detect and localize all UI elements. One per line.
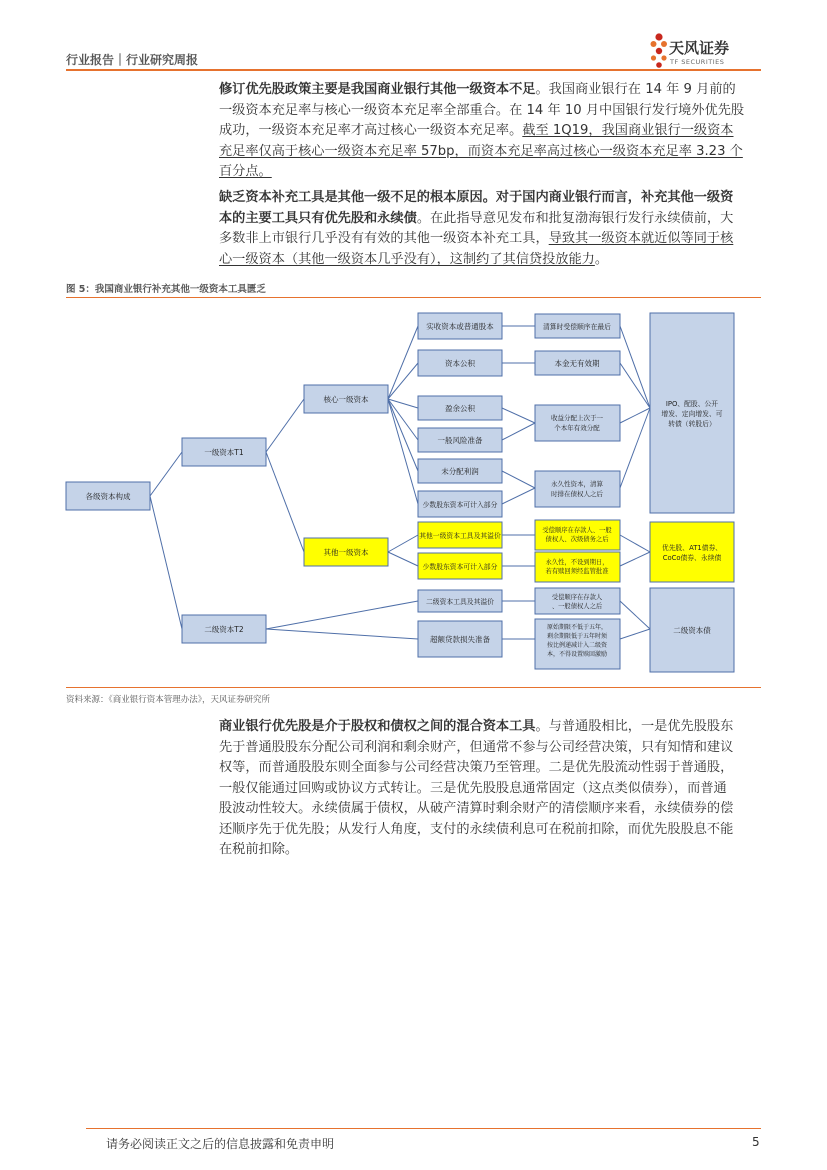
note-repayment-after-depositors-label: 受偿顺序在存款人、一般债权人、次级债务之后 xyxy=(542,527,612,543)
core-tier1-label: 核心一级资本 xyxy=(323,395,369,404)
footer-disclaimer: 请务必阅读正文之后的信息披露和免责申明 xyxy=(106,1137,335,1151)
para1-line xyxy=(219,101,759,122)
para2-line xyxy=(219,250,759,271)
para3-text-run: 先于普通股股东分配公司利润和剩余财产，但通常不参与公司经营决策，只有知情和建议 xyxy=(219,739,734,755)
para2-text-run: 缺乏资本补充工具是其他一级不足的根本原因。对于国内商业银行而言，补充其他一级资 xyxy=(219,190,734,205)
note-permanent-capital xyxy=(535,471,620,507)
para2-line xyxy=(219,229,759,250)
para3-line xyxy=(219,820,759,841)
figure-bottom-rule xyxy=(66,687,761,688)
other-tier1-label: 其他一级资本 xyxy=(323,548,369,557)
note-after-general-creditors-label: 受偿顺序在存款人、一般债权人之后 xyxy=(551,594,603,610)
note-no-maturity-label: 本金无有效期 xyxy=(554,359,600,368)
tools-core-tier1-label: IPO、配股、公开增发、定向增发、可转债（转股后） xyxy=(661,400,723,428)
para1-line xyxy=(219,80,759,101)
para3-text-run: 一般仅能通过回购或协议方式转让。三是优先股股息通常固定（这点类似债券），而普通 xyxy=(219,780,727,796)
page-number: 5 xyxy=(752,1135,760,1149)
para2-text-run: 导致其一级资本就近似等同于核 xyxy=(548,231,734,246)
tools-tier2-label: 二级资本债 xyxy=(673,626,711,635)
tools-other-tier1 xyxy=(650,522,734,582)
para2-text-run: 。在此指导意见发布和批复渤海银行发行永续债前，大 xyxy=(416,210,734,226)
logo-icon xyxy=(650,32,668,72)
note-liquidation-last-label: 清算时受偿顺序在最后 xyxy=(543,323,611,331)
para2-line xyxy=(219,188,759,209)
note-no-maturity-date xyxy=(535,552,620,582)
item-paid-in-capital-label: 实收资本或普通股本 xyxy=(426,322,494,331)
para1-text-run: 一级资本充足率与核心一级资本充足率全部重合。在 14 年 10 月中国银行发行境外优先股 xyxy=(219,102,745,118)
header-title: 行业报告｜行业研究周报 xyxy=(66,53,199,67)
para3-text-run: 在税前扣除。 xyxy=(219,842,299,857)
para3-line xyxy=(219,758,759,779)
para1-text-run: 百分点。 xyxy=(219,164,272,179)
item-minority-capital-core-label: 少数股东资本可计入部分 xyxy=(422,501,498,509)
item-other-tier1-instruments-label: 其他一级资本工具及其溢价 xyxy=(419,532,501,540)
para3-text-run: 权等，而普通股股东则全面参与公司经营决策乃至管理。二是优先股流动性弱于普通股， xyxy=(219,760,734,775)
para1-line xyxy=(219,121,759,142)
para2-line xyxy=(219,209,759,230)
para1-text-run: 充足率仅高于核心一级资本充足率 57bp，而资本充足率高过核心一级资本充足率 3.23 个 xyxy=(219,143,743,159)
note-repayment-after-depositors xyxy=(535,520,620,550)
item-capital-reserve-label: 资本公积 xyxy=(445,359,475,368)
capital-structure-diagram xyxy=(60,308,760,684)
logo-text-en: TF SECURITIES xyxy=(670,58,725,66)
para3-text-run: 。与普通股相比，一是优先股股东 xyxy=(535,719,734,734)
para3-line xyxy=(219,717,759,738)
para1-line xyxy=(219,142,759,163)
paragraph-1 xyxy=(219,80,759,183)
item-tier2-instruments-label: 二级资本工具及其溢价 xyxy=(426,598,494,606)
root-label: 各级资本构成 xyxy=(85,492,131,501)
para1-text-run: 修订优先股政策主要是我国商业银行其他一级资本不足 xyxy=(219,82,536,97)
paragraph-3 xyxy=(219,717,759,861)
note-after-general-creditors xyxy=(535,588,620,614)
para3-text-run: 股波动性较大。永续债属于债权，从破产清算时剩余财产的清偿顺序来看，永续债券的偿 xyxy=(219,801,734,816)
figure-top-rule xyxy=(66,297,761,298)
header-rule xyxy=(66,69,761,71)
figure-caption: 图 5：我国商业银行补充其他一级资本工具匮乏 xyxy=(66,284,266,295)
para1-line xyxy=(219,162,759,183)
para3-line xyxy=(219,779,759,800)
item-general-risk-reserve-label: 一般风险准备 xyxy=(437,436,483,445)
tier1-label: 一级资本T1 xyxy=(204,448,244,457)
para1-text-run: 。我国商业银行在 14 年 9 月前的 xyxy=(535,82,736,97)
item-minority-capital-other-label: 少数股东资本可计入部分 xyxy=(422,563,498,571)
para3-line xyxy=(219,840,759,861)
para2-text-run: 心一级资本（其他一级资本几乎没有），这制约了其信贷投放能力 xyxy=(219,251,595,267)
item-retained-earnings-label: 未分配利润 xyxy=(441,467,479,476)
footer-rule xyxy=(86,1128,761,1129)
para2-text-run: 本的主要工具只有优先股和永续债 xyxy=(219,210,417,226)
para2-text-run: 多数非上市银行几乎没有有效的其他一级资本补充工具， xyxy=(219,231,549,246)
para1-text-run: 截至 1Q19，我国商业银行一级资本 xyxy=(522,123,734,138)
para3-text-run: 商业银行优先股是介于股权和债权之间的混合资本工具 xyxy=(219,719,536,734)
item-excess-loan-loss-provision-label: 超额贷款损失准备 xyxy=(430,635,490,644)
note-permanent-capital-label: 永久性资本，清算时排在债权人之后 xyxy=(551,480,603,498)
logo-text-cn: 天风证券 xyxy=(669,39,730,57)
note-original-maturity-label: 原始期限不低于五年，剩余期限低于五年时须按比例递减计入二级资本，不得设置赎回激励 xyxy=(546,624,608,658)
para3-text-run: 还顺序先于优先股；从发行人角度，支付的永续债利息可在税前扣除，而优先股股息不能 xyxy=(219,821,734,837)
note-no-maturity-date-label: 永久性，不设到期日，若有赎回须经监管批准 xyxy=(545,559,609,575)
tier2-label: 二级资本T2 xyxy=(204,625,244,634)
para3-line xyxy=(219,799,759,820)
para1-text-run: 成功，一级资本充足率才高过核心一级资本充足率。 xyxy=(219,123,523,138)
item-surplus-reserve-label: 盈余公积 xyxy=(445,404,475,413)
paragraph-2 xyxy=(219,188,759,270)
figure-source: 资料来源：《商业银行资本管理办法》，天风证券研究所 xyxy=(66,695,271,705)
para3-line xyxy=(219,738,759,759)
note-dividend-priority xyxy=(535,405,620,441)
note-dividend-priority-label: 收益分配上次于一个本年有效分配 xyxy=(551,414,603,432)
tools-other-tier1-label: 优先股、AT1债券、 CoCo债券、永续债 xyxy=(661,544,723,562)
para2-text-run: 。 xyxy=(594,251,609,267)
